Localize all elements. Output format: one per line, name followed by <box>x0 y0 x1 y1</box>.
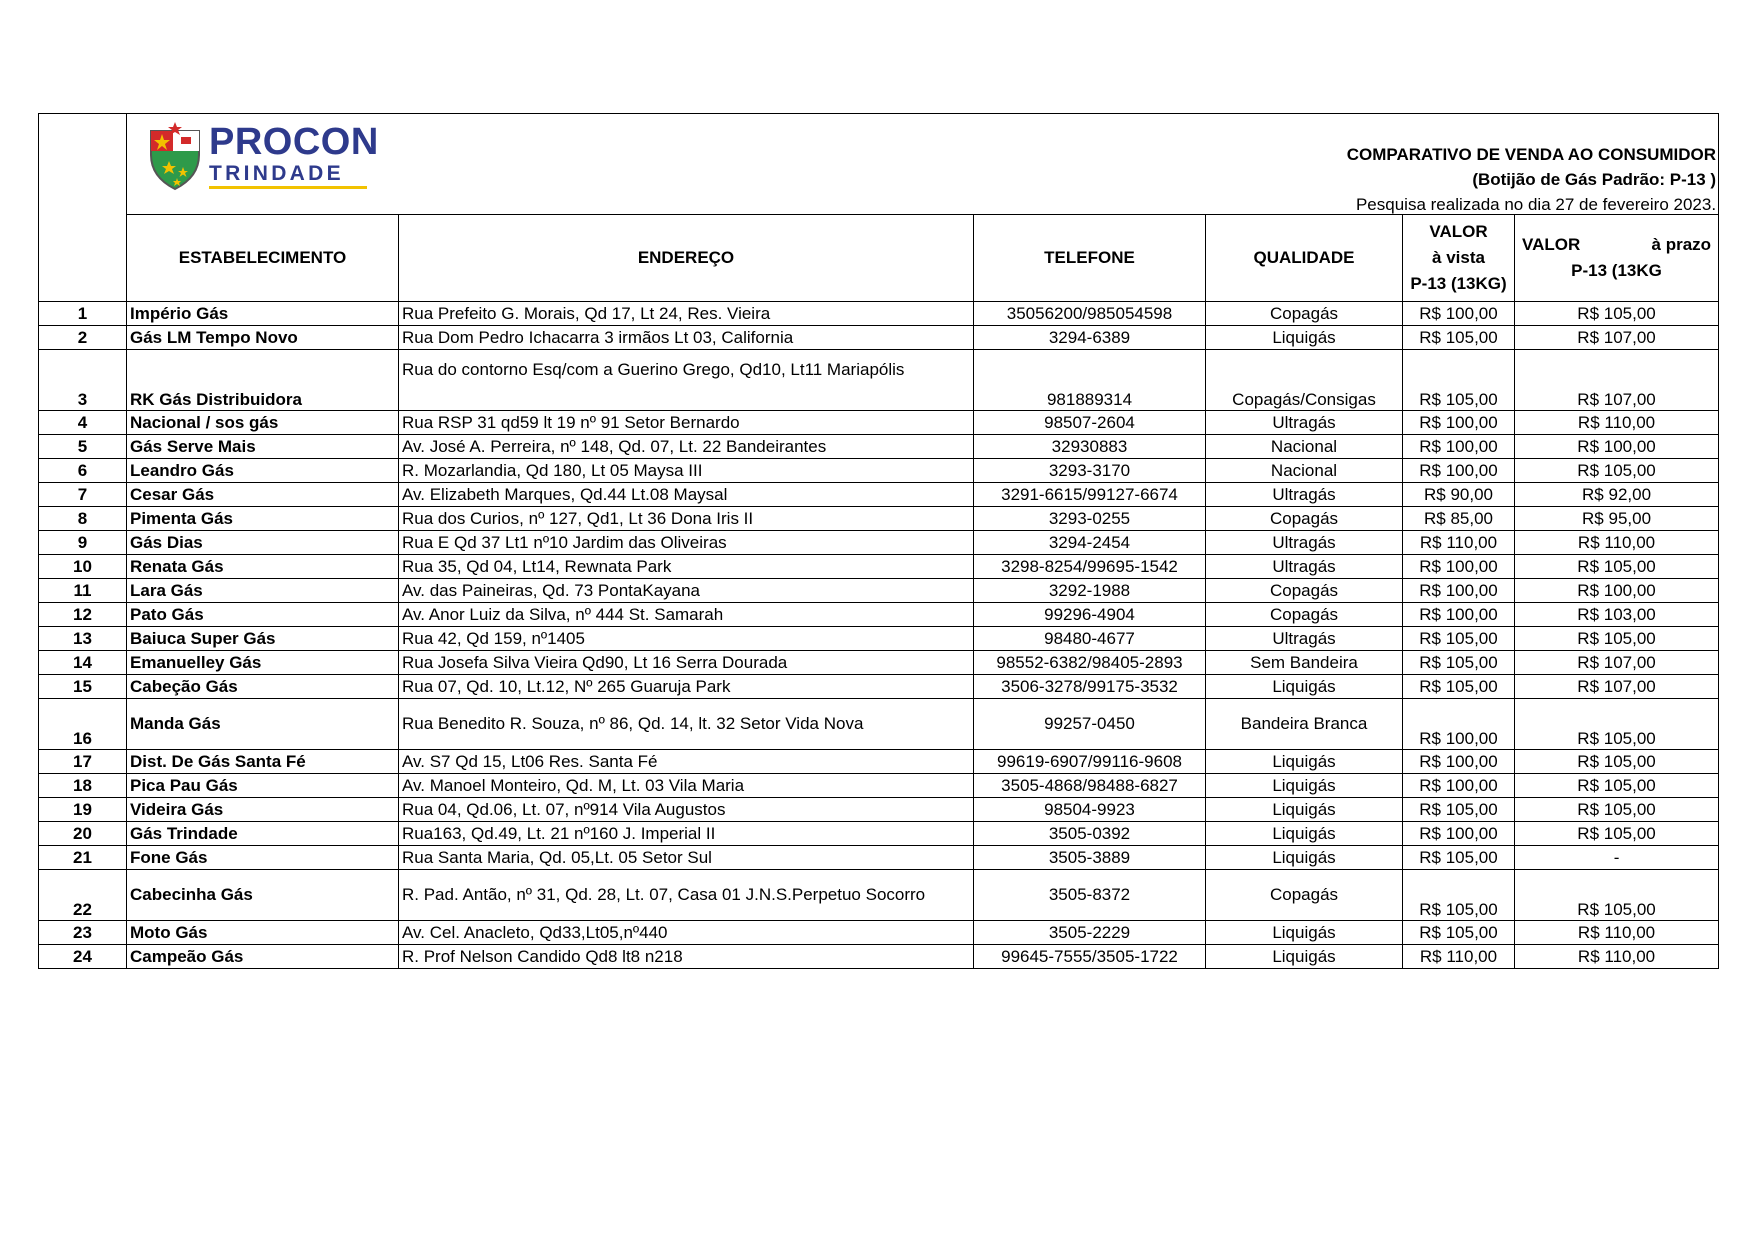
document-title: COMPARATIVO DE VENDA AO CONSUMIDOR <box>1346 145 1717 164</box>
address-cell: Rua 04, Qd.06, Lt. 07, nº914 Vila Augustos <box>399 798 974 822</box>
table-row <box>39 870 1719 921</box>
address-cell: Rua Dom Pedro Ichacarra 3 irmãos Lt 03, California <box>399 326 974 350</box>
row-number-cell: 19 <box>39 798 127 822</box>
table-row <box>39 507 1719 531</box>
logo-city: TRINDADE <box>209 162 344 185</box>
row-number-cell: 23 <box>39 921 127 945</box>
credit-price-cell: R$ 92,00 <box>1515 483 1719 507</box>
cash-price-cell: R$ 100,00 <box>1403 699 1515 750</box>
establishment-cell: Emanuelley Gás <box>127 651 399 675</box>
table-row <box>39 699 1719 750</box>
row-number-cell: 7 <box>39 483 127 507</box>
phone-cell: 98552-6382/98405-2893 <box>974 651 1206 675</box>
row-number-cell: 15 <box>39 675 127 699</box>
brand-cell: Copagás <box>1206 579 1403 603</box>
credit-price-cell: R$ 100,00 <box>1515 435 1719 459</box>
brand-cell: Ultragás <box>1206 411 1403 435</box>
col-header-valor-prazo <box>1515 215 1719 302</box>
address-cell: Av. das Paineiras, Qd. 73 PontaKayana <box>399 579 974 603</box>
address-cell: R. Pad. Antão, nº 31, Qd. 28, Lt. 07, Casa 01 J.N.S.Perpetuo Socorro <box>399 870 974 921</box>
phone-cell: 99257-0450 <box>974 699 1206 750</box>
row-number-cell: 5 <box>39 435 127 459</box>
establishment-cell: Cabeção Gás <box>127 675 399 699</box>
table-row <box>39 603 1719 627</box>
establishment-cell: Dist. De Gás Santa Fé <box>127 750 399 774</box>
credit-price-cell: R$ 105,00 <box>1515 699 1719 750</box>
table-row <box>39 921 1719 945</box>
address-cell: Av. Manoel Monteiro, Qd. M, Lt. 03 Vila Maria <box>399 774 974 798</box>
cash-price-cell: R$ 100,00 <box>1403 774 1515 798</box>
brand-cell: Liquigás <box>1206 945 1403 969</box>
address-cell: R. Mozarlandia, Qd 180, Lt 05 Maysa III <box>399 459 974 483</box>
address-cell: Rua E Qd 37 Lt1 nº10 Jardim das Oliveiras <box>399 531 974 555</box>
establishment-cell: Fone Gás <box>127 846 399 870</box>
phone-cell: 3293-0255 <box>974 507 1206 531</box>
establishment-cell: Império Gás <box>127 302 399 326</box>
table-row <box>39 435 1719 459</box>
header-banner <box>127 114 1719 215</box>
brand-cell: Liquigás <box>1206 798 1403 822</box>
address-cell: Rua Josefa Silva Vieira Qd90, Lt 16 Serra Dourada <box>399 651 974 675</box>
row-number-cell: 8 <box>39 507 127 531</box>
cash-price-cell: R$ 100,00 <box>1403 555 1515 579</box>
establishment-cell: RK Gás Distribuidora <box>127 350 399 411</box>
cash-price-cell: R$ 100,00 <box>1403 579 1515 603</box>
col-header-qualidade: QUALIDADE <box>1206 215 1403 302</box>
row-number-cell: 4 <box>39 411 127 435</box>
phone-cell: 98480-4677 <box>974 627 1206 651</box>
brand-cell: Bandeira Branca <box>1206 699 1403 750</box>
procon-shield-icon <box>147 121 203 191</box>
row-number-cell: 17 <box>39 750 127 774</box>
address-cell: Rua Prefeito G. Morais, Qd 17, Lt 24, Res. Vieira <box>399 302 974 326</box>
cash-price-cell: R$ 90,00 <box>1403 483 1515 507</box>
row-number-cell: 18 <box>39 774 127 798</box>
address-cell: Rua dos Curios, nº 127, Qd1, Lt 36 Dona Iris II <box>399 507 974 531</box>
credit-price-cell: R$ 110,00 <box>1515 945 1719 969</box>
address-cell: Rua 07, Qd. 10, Lt.12, Nº 265 Guaruja Park <box>399 675 974 699</box>
table-row <box>39 555 1719 579</box>
col-header-endereco: ENDEREÇO <box>399 215 974 302</box>
cash-price-cell: R$ 100,00 <box>1403 411 1515 435</box>
establishment-cell: Baiuca Super Gás <box>127 627 399 651</box>
address-cell: Av. José A. Perreira, nº 148, Qd. 07, Lt. 22 Bandeirantes <box>399 435 974 459</box>
cash-price-cell: R$ 105,00 <box>1403 798 1515 822</box>
address-cell: Av. Elizabeth Marques, Qd.44 Lt.08 Maysal <box>399 483 974 507</box>
establishment-cell: Campeão Gás <box>127 945 399 969</box>
cash-price-cell: R$ 85,00 <box>1403 507 1515 531</box>
col-header-estabelecimento: ESTABELECIMENTO <box>127 215 399 302</box>
phone-cell: 99645-7555/3505-1722 <box>974 945 1206 969</box>
address-cell: Av. Cel. Anacleto, Qd33,Lt05,nº440 <box>399 921 974 945</box>
credit-price-cell: R$ 110,00 <box>1515 531 1719 555</box>
establishment-cell: Gás LM Tempo Novo <box>127 326 399 350</box>
vista-line-1: VALOR <box>1429 222 1488 241</box>
phone-cell: 3292-1988 <box>974 579 1206 603</box>
credit-price-cell: R$ 107,00 <box>1515 651 1719 675</box>
phone-cell: 3294-6389 <box>974 326 1206 350</box>
credit-price-cell: R$ 105,00 <box>1515 822 1719 846</box>
brand-cell: Liquigás <box>1206 675 1403 699</box>
phone-cell: 99619-6907/99116-9608 <box>974 750 1206 774</box>
brand-cell: Nacional <box>1206 435 1403 459</box>
brand-cell: Ultragás <box>1206 627 1403 651</box>
survey-date: Pesquisa realizada no dia 27 de fevereiro 2023. <box>1355 195 1717 214</box>
prazo-line-1a: VALOR <box>1522 235 1581 254</box>
establishment-cell: Gás Dias <box>127 531 399 555</box>
brand-cell: Copagás <box>1206 507 1403 531</box>
address-cell: Rua 42, Qd 159, nº1405 <box>399 627 974 651</box>
row-number-cell: 22 <box>39 870 127 921</box>
credit-price-cell: R$ 107,00 <box>1515 675 1719 699</box>
row-number-cell: 1 <box>39 302 127 326</box>
sheet-header-row <box>39 114 1719 215</box>
credit-price-cell: R$ 105,00 <box>1515 302 1719 326</box>
table-row <box>39 675 1719 699</box>
establishment-cell: Nacional / sos gás <box>127 411 399 435</box>
credit-price-cell: - <box>1515 846 1719 870</box>
establishment-cell: Pica Pau Gás <box>127 774 399 798</box>
cash-price-cell: R$ 100,00 <box>1403 603 1515 627</box>
phone-cell: 3505-3889 <box>974 846 1206 870</box>
table-row <box>39 627 1719 651</box>
address-cell: Rua Benedito R. Souza, nº 86, Qd. 14, lt. 32 Setor Vida Nova <box>399 699 974 750</box>
phone-cell: 98504-9923 <box>974 798 1206 822</box>
establishment-cell: Leandro Gás <box>127 459 399 483</box>
brand-cell: Ultragás <box>1206 555 1403 579</box>
table-row <box>39 579 1719 603</box>
credit-price-cell: R$ 105,00 <box>1515 555 1719 579</box>
cash-price-cell: R$ 110,00 <box>1403 531 1515 555</box>
col-header-telefone: TELEFONE <box>974 215 1206 302</box>
row-number-cell: 20 <box>39 822 127 846</box>
brand-cell: Liquigás <box>1206 326 1403 350</box>
cash-price-cell: R$ 110,00 <box>1403 945 1515 969</box>
brand-cell: Sem Bandeira <box>1206 651 1403 675</box>
credit-price-cell: R$ 107,00 <box>1515 326 1719 350</box>
table-row <box>39 350 1719 411</box>
cash-price-cell: R$ 105,00 <box>1403 326 1515 350</box>
row-number-cell: 21 <box>39 846 127 870</box>
corner-cell <box>39 114 127 302</box>
row-number-cell: 3 <box>39 350 127 411</box>
phone-cell: 3505-0392 <box>974 822 1206 846</box>
cash-price-cell: R$ 105,00 <box>1403 651 1515 675</box>
credit-price-cell: R$ 110,00 <box>1515 411 1719 435</box>
phone-cell: 3505-4868/98488-6827 <box>974 774 1206 798</box>
brand-cell: Copagás <box>1206 603 1403 627</box>
cash-price-cell: R$ 105,00 <box>1403 870 1515 921</box>
row-number-cell: 12 <box>39 603 127 627</box>
logo-wordmark: PROCON <box>209 121 379 163</box>
establishment-cell: Cabecinha Gás <box>127 870 399 921</box>
document-titles <box>1347 142 1716 215</box>
procon-logo <box>147 121 379 191</box>
brand-cell: Copagás/Consigas <box>1206 350 1403 411</box>
table-row <box>39 798 1719 822</box>
cash-price-cell: R$ 105,00 <box>1403 846 1515 870</box>
credit-price-cell: R$ 100,00 <box>1515 579 1719 603</box>
address-cell: Rua 35, Qd 04, Lt14, Rewnata Park <box>399 555 974 579</box>
credit-price-cell: R$ 105,00 <box>1515 750 1719 774</box>
phone-cell: 3294-2454 <box>974 531 1206 555</box>
address-cell: Av. S7 Qd 15, Lt06 Res. Santa Fé <box>399 750 974 774</box>
cash-price-cell: R$ 100,00 <box>1403 822 1515 846</box>
phone-cell: 3298-8254/99695-1542 <box>974 555 1206 579</box>
cash-price-cell: R$ 100,00 <box>1403 750 1515 774</box>
address-cell: Rua163, Qd.49, Lt. 21 nº160 J. Imperial II <box>399 822 974 846</box>
credit-price-cell: R$ 105,00 <box>1515 870 1719 921</box>
address-cell: Av. Anor Luiz da Silva, nº 444 St. Samarah <box>399 603 974 627</box>
cash-price-cell: R$ 105,00 <box>1403 921 1515 945</box>
phone-cell: 3505-8372 <box>974 870 1206 921</box>
address-cell: Rua do contorno Esq/com a Guerino Grego, Qd10, Lt11 Mariapólis <box>399 350 974 411</box>
row-number-cell: 13 <box>39 627 127 651</box>
row-number-cell: 9 <box>39 531 127 555</box>
row-number-cell: 24 <box>39 945 127 969</box>
phone-cell: 981889314 <box>974 350 1206 411</box>
phone-cell: 32930883 <box>974 435 1206 459</box>
table-row <box>39 750 1719 774</box>
establishment-cell: Renata Gás <box>127 555 399 579</box>
establishment-cell: Lara Gás <box>127 579 399 603</box>
address-cell: Rua RSP 31 qd59 lt 19 nº 91 Setor Bernardo <box>399 411 974 435</box>
phone-cell: 99296-4904 <box>974 603 1206 627</box>
credit-price-cell: R$ 105,00 <box>1515 798 1719 822</box>
phone-cell: 3293-3170 <box>974 459 1206 483</box>
row-number-cell: 14 <box>39 651 127 675</box>
brand-cell: Liquigás <box>1206 822 1403 846</box>
col-header-valor-vista <box>1403 215 1515 302</box>
phone-cell: 98507-2604 <box>974 411 1206 435</box>
column-header-row <box>39 215 1719 302</box>
brand-cell: Liquigás <box>1206 774 1403 798</box>
credit-price-cell: R$ 95,00 <box>1515 507 1719 531</box>
address-cell: Rua Santa Maria, Qd. 05,Lt. 05 Setor Sul <box>399 846 974 870</box>
brand-cell: Copagás <box>1206 870 1403 921</box>
establishment-cell: Gás Serve Mais <box>127 435 399 459</box>
establishment-cell: Videira Gás <box>127 798 399 822</box>
table-row <box>39 326 1719 350</box>
cash-price-cell: R$ 100,00 <box>1403 435 1515 459</box>
phone-cell: 3506-3278/99175-3532 <box>974 675 1206 699</box>
establishment-cell: Pato Gás <box>127 603 399 627</box>
table-row <box>39 411 1719 435</box>
row-number-cell: 11 <box>39 579 127 603</box>
credit-price-cell: R$ 105,00 <box>1515 774 1719 798</box>
table-row <box>39 846 1719 870</box>
vista-line-2: à vista <box>1432 248 1485 267</box>
table-row <box>39 483 1719 507</box>
brand-cell: Liquigás <box>1206 846 1403 870</box>
table-row <box>39 822 1719 846</box>
row-number-cell: 6 <box>39 459 127 483</box>
row-number-cell: 16 <box>39 699 127 750</box>
table-row <box>39 945 1719 969</box>
credit-price-cell: R$ 107,00 <box>1515 350 1719 411</box>
cash-price-cell: R$ 105,00 <box>1403 350 1515 411</box>
table-row <box>39 651 1719 675</box>
establishment-cell: Gás Trindade <box>127 822 399 846</box>
phone-cell: 3291-6615/99127-6674 <box>974 483 1206 507</box>
brand-cell: Nacional <box>1206 459 1403 483</box>
address-cell: R. Prof Nelson Candido Qd8 lt8 n218 <box>399 945 974 969</box>
row-number-cell: 2 <box>39 326 127 350</box>
establishment-cell: Cesar Gás <box>127 483 399 507</box>
establishment-cell: Pimenta Gás <box>127 507 399 531</box>
cash-price-cell: R$ 105,00 <box>1403 675 1515 699</box>
document-subtitle: (Botijão de Gás Padrão: P-13 ) <box>1472 170 1717 189</box>
credit-price-cell: R$ 105,00 <box>1515 459 1719 483</box>
price-comparison-table <box>38 113 1719 969</box>
table-row <box>39 459 1719 483</box>
cash-price-cell: R$ 100,00 <box>1403 302 1515 326</box>
table-row <box>39 774 1719 798</box>
brand-cell: Liquigás <box>1206 921 1403 945</box>
prazo-line-2: P-13 (13KG <box>1571 261 1662 280</box>
establishment-cell: Moto Gás <box>127 921 399 945</box>
credit-price-cell: R$ 110,00 <box>1515 921 1719 945</box>
brand-cell: Liquigás <box>1206 750 1403 774</box>
brand-cell: Ultragás <box>1206 483 1403 507</box>
logo-underline <box>209 186 367 189</box>
brand-cell: Copagás <box>1206 302 1403 326</box>
brand-cell: Ultragás <box>1206 531 1403 555</box>
table-row <box>39 531 1719 555</box>
phone-cell: 35056200/985054598 <box>974 302 1206 326</box>
phone-cell: 3505-2229 <box>974 921 1206 945</box>
table-row <box>39 302 1719 326</box>
establishment-cell: Manda Gás <box>127 699 399 750</box>
row-number-cell: 10 <box>39 555 127 579</box>
cash-price-cell: R$ 105,00 <box>1403 627 1515 651</box>
cash-price-cell: R$ 100,00 <box>1403 459 1515 483</box>
credit-price-cell: R$ 105,00 <box>1515 627 1719 651</box>
vista-line-3: P-13 (13KG) <box>1410 274 1507 293</box>
prazo-line-1b: à prazo <box>1651 235 1712 254</box>
credit-price-cell: R$ 103,00 <box>1515 603 1719 627</box>
